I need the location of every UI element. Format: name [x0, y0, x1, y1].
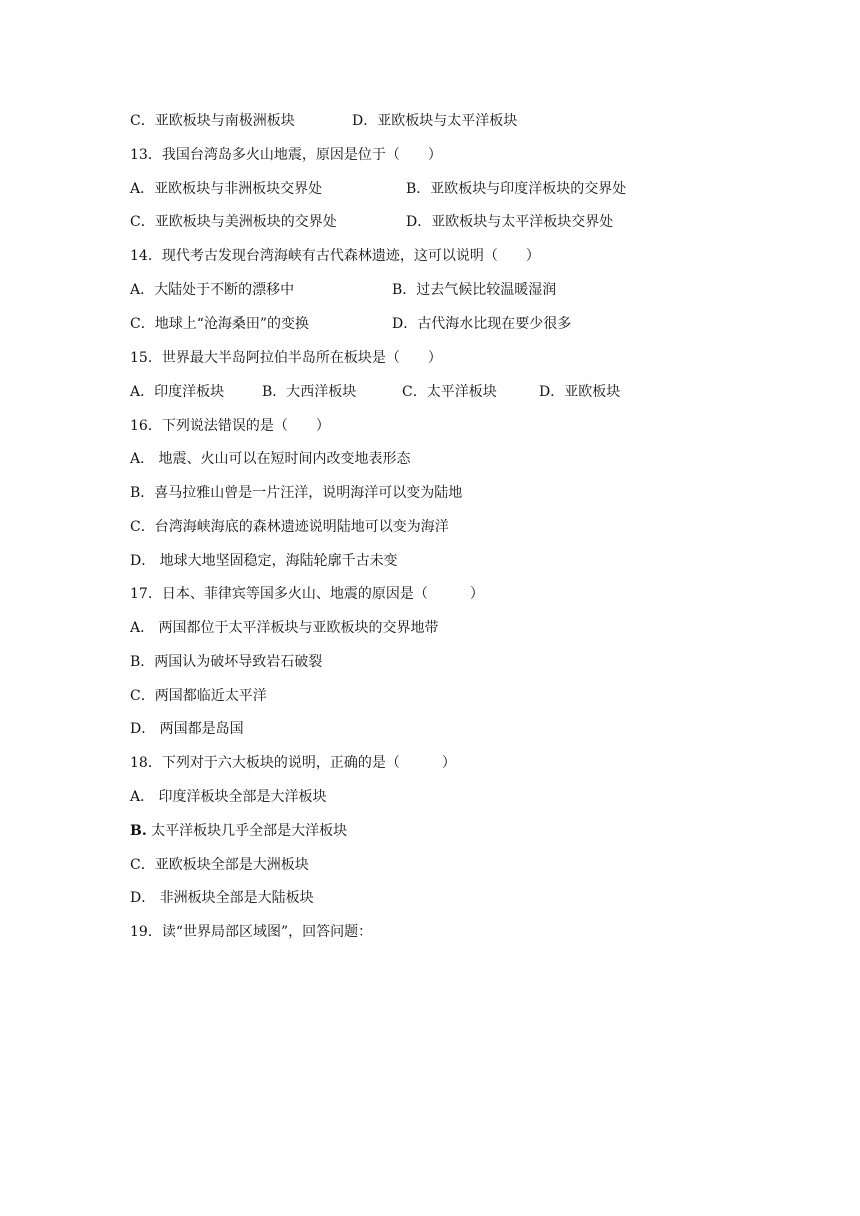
q12-option-d: D．亚欧板块与太平洋板块	[352, 113, 518, 129]
q17-option-b: B．两国认为破坏导致岩石破裂	[130, 654, 323, 670]
q17-option-a: A． 两国都位于太平洋板块与亚欧板块的交界地带	[130, 620, 439, 636]
q15-option-c: C．太平洋板块	[402, 384, 497, 400]
q13-stem-text: 13．我国台湾岛多火山地震，原因是位于（ ）	[130, 147, 442, 163]
q18-option-b	[130, 819, 347, 843]
q16-stem-text: 16．下列说法错误的是（ ）	[130, 418, 330, 434]
q16-option-c: C．台湾海峡海底的森林遗迹说明陆地可以变为海洋	[130, 519, 449, 535]
q18-stem-text: 18．下列对于六大板块的说明，正确的是（ ）	[130, 755, 456, 771]
q17-option-c: C．两国都临近太平洋	[130, 688, 267, 704]
q15-option-a: A．印度洋板块	[130, 384, 225, 400]
q19-stem-text: 19．读“世界局部区域图”，回答问题：	[130, 924, 373, 940]
q13-option-c: C．亚欧板块与美洲板块的交界处	[130, 214, 337, 230]
q15-option-d: D．亚欧板块	[539, 384, 621, 400]
q18-option-d: D． 非洲板块全部是大陆板块	[130, 890, 314, 906]
q18-option-c: C．亚欧板块全部是大洲板块	[130, 857, 309, 873]
q16-option-a: A． 地震、火山可以在短时间内改变地表形态	[130, 451, 411, 467]
q18-option-b-letter: B.	[130, 823, 147, 839]
q13-option-a: A．亚欧板块与非洲板块交界处	[130, 181, 323, 197]
q16-option-d: D． 地球大地坚固稳定，海陆轮廓千古未变	[130, 553, 398, 569]
q12-option-c: C．亚欧板块与南极洲板块	[130, 113, 295, 129]
q17-option-d: D． 两国都是岛国	[130, 721, 244, 737]
q14-option-b: B．过去气候比较温暖湿润	[392, 282, 557, 298]
q14-stem-text: 14．现代考古发现台湾海峡有古代森林遗迹，这可以说明（ ）	[130, 248, 540, 264]
q14-option-a: A．大陆处于不断的漂移中	[130, 282, 295, 298]
q17-stem-text: 17．日本、菲律宾等国多火山、地震的原因是（ ）	[130, 586, 484, 602]
q13-option-b: B．亚欧板块与印度洋板块的交界处	[406, 181, 627, 197]
q18-option-b-text: 太平洋板块几乎全部是大洋板块	[146, 823, 348, 839]
q13-option-d: D．亚欧板块与太平洋板块交界处	[406, 214, 614, 230]
q14-option-c: C．地球上“沧海桑田”的变换	[130, 316, 310, 332]
q14-option-d: D．古代海水比现在要少很多	[392, 316, 572, 332]
q15-stem-text: 15．世界最大半岛阿拉伯半岛所在板块是（ ）	[130, 350, 442, 366]
q16-option-b: B．喜马拉雅山曾是一片汪洋，说明海洋可以变为陆地	[130, 485, 463, 501]
q15-option-b: B．大西洋板块	[262, 384, 357, 400]
q18-option-a: A． 印度洋板块全部是大洋板块	[130, 789, 327, 805]
